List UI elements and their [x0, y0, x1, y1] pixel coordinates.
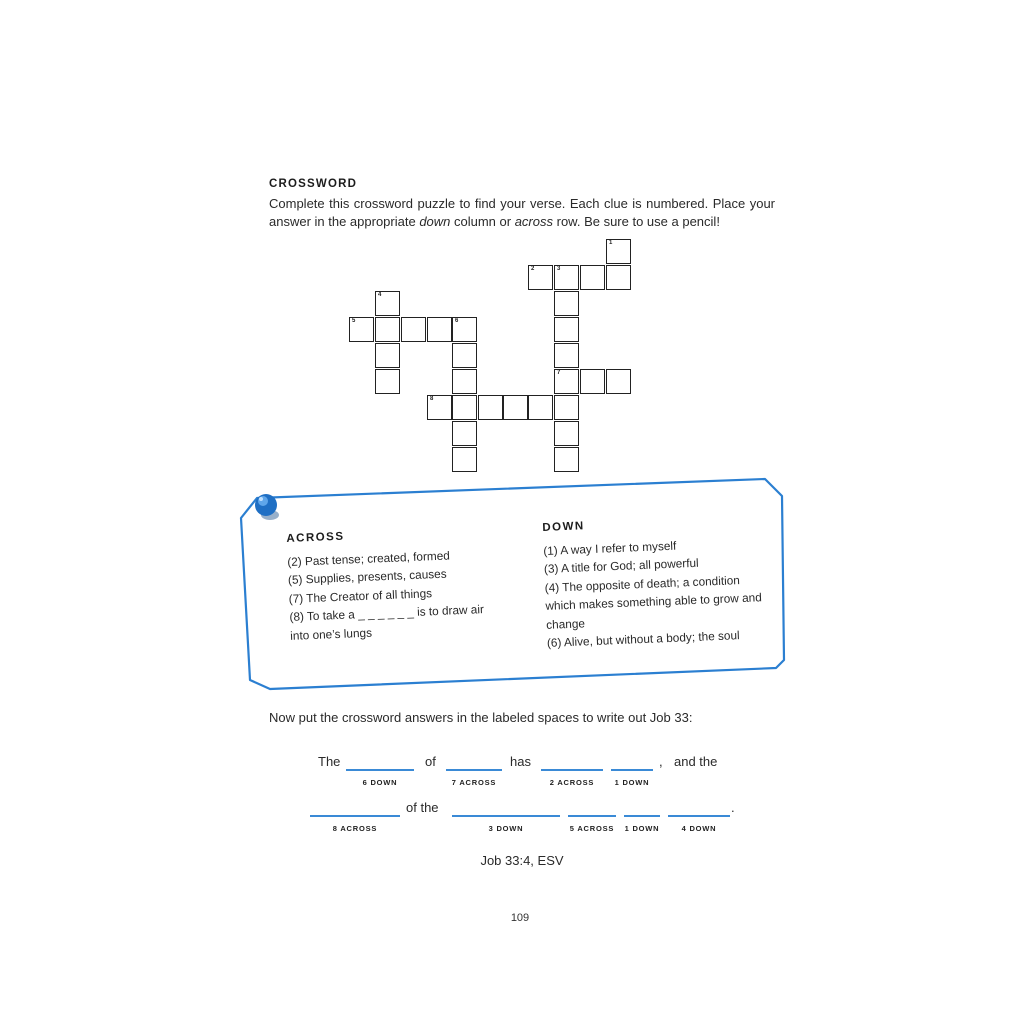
clue-number-5: 5 — [352, 318, 356, 324]
across-title: ACROSS — [286, 530, 345, 545]
answer-blank-5-across[interactable] — [568, 815, 616, 817]
clue-number-4: 4 — [378, 292, 382, 298]
down-clue-6: (6) Alive, but without a body; the soul — [546, 628, 740, 650]
answer-blank-1-down-2[interactable] — [624, 815, 660, 817]
clue-number-2: 2 — [531, 266, 535, 272]
answer-blank-6-down[interactable] — [346, 769, 414, 771]
down-clue-3: (3) A title for God; all powerful — [543, 555, 699, 576]
verse-period: . — [731, 800, 735, 815]
across-clue-2: (2) Past tense; created, formed — [286, 547, 451, 569]
clue-number-8: 8 — [430, 396, 434, 402]
answer-blank-1-down[interactable] — [611, 769, 653, 771]
down-clues — [542, 510, 769, 652]
blank-label: 4 DOWN — [681, 824, 717, 833]
blank-label: 6 DOWN — [362, 778, 398, 787]
verse-instruction: Now put the crossword answers in the labeled spaces to write out Job 33: — [269, 710, 693, 725]
down-clue-4: (4) The opposite of death; a condition which makes something able to grow and change — [544, 572, 763, 632]
clue-number-7: 7 — [557, 370, 561, 376]
answer-blank-4-down[interactable] — [668, 815, 730, 817]
verse-word-of: of — [425, 754, 436, 769]
across-clue-8: (8) To take a _ _ _ _ _ _ is to draw air into one’s lungs — [289, 602, 485, 643]
blank-label: 1 DOWN — [624, 824, 660, 833]
verse-citation: Job 33:4, ESV — [480, 853, 564, 868]
down-title: DOWN — [542, 520, 585, 534]
intro-emphasis-across: across — [514, 213, 553, 229]
blank-label: 2 ACROSS — [549, 778, 595, 787]
blank-label: 7 ACROSS — [451, 778, 497, 787]
verse-comma: , — [659, 754, 663, 769]
verse-word-has: has — [510, 754, 531, 769]
answer-blank-7-across[interactable] — [446, 769, 502, 771]
section-heading: CROSSWORD — [269, 178, 358, 190]
verse-word-and-the: and the — [674, 754, 718, 769]
across-clue-7: (7) The Creator of all things — [288, 585, 433, 606]
down-clue-1: (1) A way I refer to myself — [542, 538, 677, 558]
blank-label: 3 DOWN — [488, 824, 524, 833]
verse-word-the: The — [318, 754, 341, 769]
intro-emphasis-down: down — [419, 213, 451, 229]
answer-blank-3-down[interactable] — [452, 815, 560, 817]
verse-word-of-the: of the — [406, 800, 439, 815]
answer-blank-2-across[interactable] — [541, 769, 603, 771]
across-clue-5: (5) Supplies, presents, causes — [287, 566, 447, 587]
intro-text: Complete this crossword puzzle to find your verse. Each clue is numbered. Place your answer in the appropriate down column or across row. Be sure to use a pencil! — [269, 196, 775, 229]
blank-label: 1 DOWN — [614, 778, 650, 787]
clue-number-1: 1 — [609, 240, 613, 246]
clue-number-6: 6 — [455, 318, 459, 324]
answer-blank-8-across[interactable] — [310, 815, 400, 817]
blank-label: 8 ACROSS — [332, 824, 378, 833]
blank-label: 5 ACROSS — [569, 824, 615, 833]
clue-number-3: 3 — [557, 266, 561, 272]
page-number: 109 — [510, 912, 530, 924]
across-clues — [286, 522, 500, 645]
